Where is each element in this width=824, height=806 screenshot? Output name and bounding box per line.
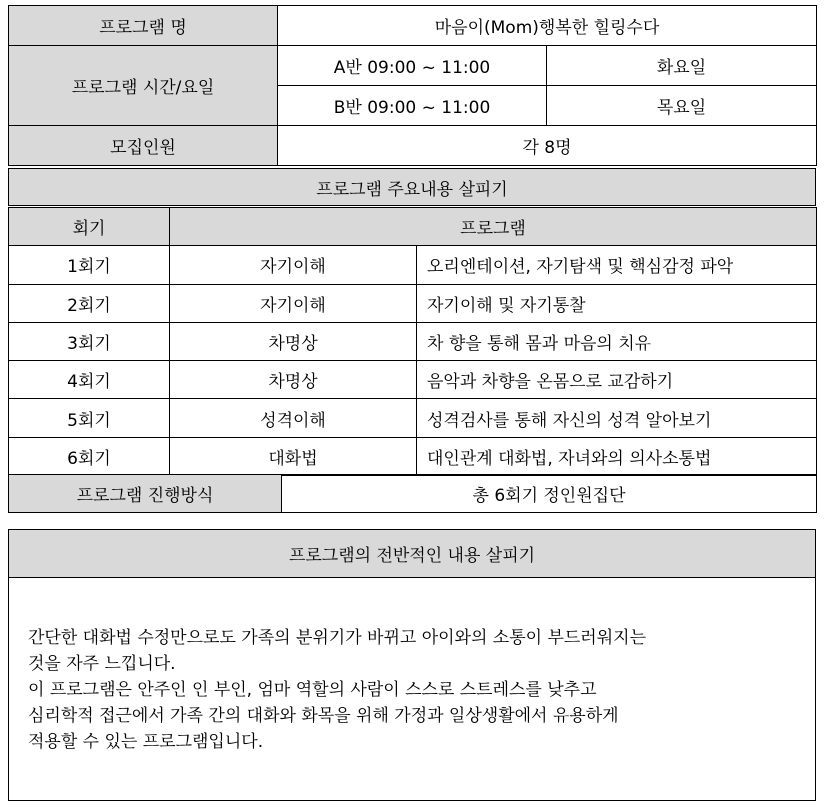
session-detail: 음악과 차향을 온몸으로 교감하기 — [417, 361, 817, 399]
summary-line: 적용할 수 있는 프로그램입니다. — [28, 732, 264, 752]
session-detail: 성격검사를 통해 자신의 성격 알아보기 — [417, 399, 817, 437]
table-row — [9, 322, 817, 360]
session-topic: 자기이해 — [170, 284, 417, 322]
session-topic: 차명상 — [170, 322, 417, 360]
overview-title: 프로그램 주요내용 살피기 — [9, 169, 816, 206]
summary-line: 심리학적 접근에서 가족 간의 대화와 화목을 위해 가정과 일상생활에서 유용하게 — [28, 706, 619, 726]
overview-title-table — [8, 168, 816, 206]
program-name-row — [9, 6, 817, 46]
summary-line: 간단한 대화법 수정만으로도 가족의 분위기가 바뀌고 아이와의 소통이 부드러워지는 — [28, 628, 646, 648]
summary-box — [8, 529, 816, 801]
program-info-table — [8, 5, 817, 166]
method-row — [9, 475, 817, 513]
program-name-label: 프로그램 명 — [9, 6, 278, 46]
method-label: 프로그램 진행방식 — [9, 475, 282, 513]
session-number: 5회기 — [9, 399, 170, 437]
method-table — [8, 474, 817, 513]
table-row — [9, 284, 817, 322]
session-detail: 차 향을 통해 몸과 마음의 치유 — [417, 322, 817, 360]
summary-line: 이 프로그램은 안주인 인 부인, 엄마 역할의 사람이 스스로 스트레스를 낮추고 — [28, 680, 597, 700]
session-number: 4회기 — [9, 361, 170, 399]
session-topic: 성격이해 — [170, 399, 417, 437]
session-column-header: 회기 — [9, 208, 170, 246]
session-number: 6회기 — [9, 437, 170, 475]
table-row — [9, 399, 817, 437]
class-b-time: B반 09:00 ~ 11:00 — [278, 86, 547, 126]
recruit-value: 각 8명 — [278, 126, 817, 166]
session-detail: 오리엔테이션, 자기탐색 및 핵심감정 파악 — [417, 246, 817, 284]
session-number: 2회기 — [9, 284, 170, 322]
table-row — [9, 361, 817, 399]
table-row — [9, 246, 817, 284]
summary-title: 프로그램의 전반적인 내용 살피기 — [9, 530, 815, 578]
program-time-label: 프로그램 시간/요일 — [9, 46, 278, 126]
session-detail: 자기이해 및 자기통찰 — [417, 284, 817, 322]
method-value: 총 6회기 정인원집단 — [282, 475, 817, 513]
program-column-header: 프로그램 — [170, 208, 817, 246]
session-detail: 대인관계 대화법, 자녀와의 의사소통법 — [417, 437, 817, 475]
recruit-row — [9, 126, 817, 166]
table-row — [9, 437, 817, 475]
session-topic: 대화법 — [170, 437, 417, 475]
recruit-label: 모집인원 — [9, 126, 278, 166]
summary-line: 것을 자주 느낍니다. — [28, 654, 176, 674]
session-header-row — [9, 208, 817, 246]
program-name-value: 마음이(Mom)행복한 힐링수다 — [278, 6, 817, 46]
session-number: 1회기 — [9, 246, 170, 284]
session-topic: 차명상 — [170, 361, 417, 399]
class-b-day: 목요일 — [547, 86, 817, 126]
session-number: 3회기 — [9, 322, 170, 360]
session-topic: 자기이해 — [170, 246, 417, 284]
summary-body — [9, 578, 815, 755]
class-a-time: A반 09:00 ~ 11:00 — [278, 46, 547, 86]
class-a-row — [9, 46, 817, 86]
class-a-day: 화요일 — [547, 46, 817, 86]
session-table — [8, 207, 817, 476]
